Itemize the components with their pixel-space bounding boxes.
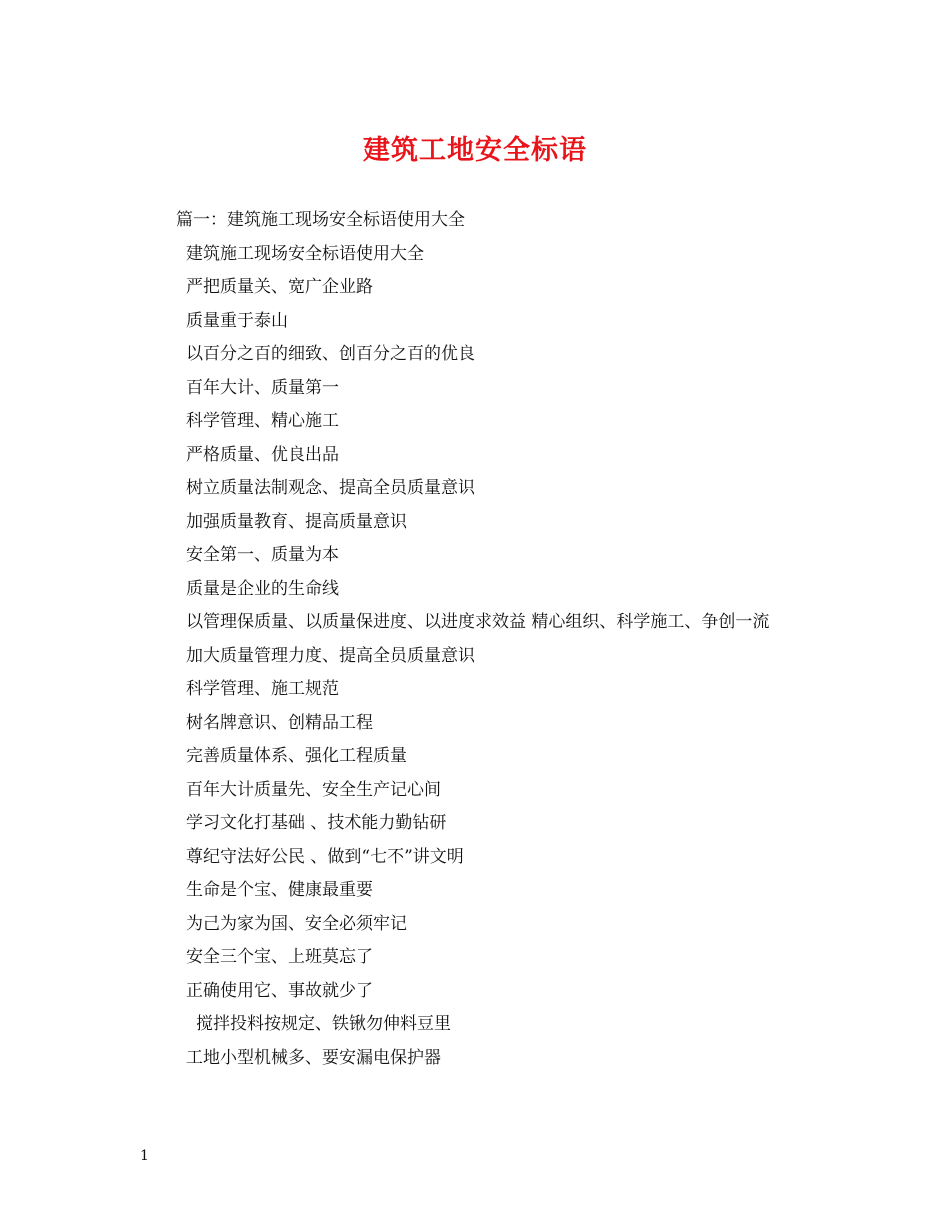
document-title: 建筑工地安全标语 [363, 135, 587, 166]
list-item: 正确使用它、事故就少了 [186, 980, 373, 1001]
list-item: 树名牌意识、创精品工程 [186, 712, 373, 733]
list-item: 百年大计质量先、安全生产记心间 [186, 779, 441, 800]
list-item: 为己为家为国、安全必须牢记 [186, 913, 407, 934]
list-item: 树立质量法制观念、提高全员质量意识 [186, 478, 475, 498]
list-item: 以管理保质量、以质量保进度、以进度求效益 精心组织、科学施工、争创一流 [186, 612, 770, 632]
list-item: 以百分之百的细致、创百分之百的优良 [186, 344, 475, 364]
list-item: 质量重于泰山 [186, 310, 288, 331]
list-item: 工地小型机械多、要安漏电保护器 [186, 1047, 441, 1068]
list-item: 完善质量体系、强化工程质量 [186, 746, 407, 766]
list-item: 加强质量教育、提高质量意识 [186, 511, 407, 532]
list-item: 严把质量关、宽广企业路 [186, 277, 373, 297]
section-heading: 篇一：建筑施工现场安全标语使用大全 [176, 210, 465, 230]
list-item: 严格质量、优良出品 [186, 444, 339, 465]
list-item: 科学管理、精心施工 [186, 411, 339, 431]
list-item: 科学管理、施工规范 [186, 679, 339, 699]
list-item: 建筑施工现场安全标语使用大全 [186, 243, 424, 264]
list-item: 安全第一、质量为本 [186, 545, 339, 565]
list-item: 加大质量管理力度、提高全员质量意识 [186, 645, 475, 666]
list-item: 质量是企业的生命线 [186, 578, 339, 599]
list-item: 安全三个宝、上班莫忘了 [186, 947, 373, 967]
slogan-list [140, 204, 820, 1075]
list-item: 尊纪守法好公民 、做到“七不”讲文明 [186, 846, 464, 867]
list-item: 百年大计、质量第一 [186, 377, 339, 398]
list-item: 生命是个宝、健康最重要 [186, 880, 373, 900]
page-number: 1 [140, 1148, 149, 1164]
list-item: 学习文化打基础 、技术能力勤钻研 [186, 813, 447, 833]
list-item: 搅拌投料按规定、铁锹勿伸料豆里 [196, 1014, 451, 1034]
